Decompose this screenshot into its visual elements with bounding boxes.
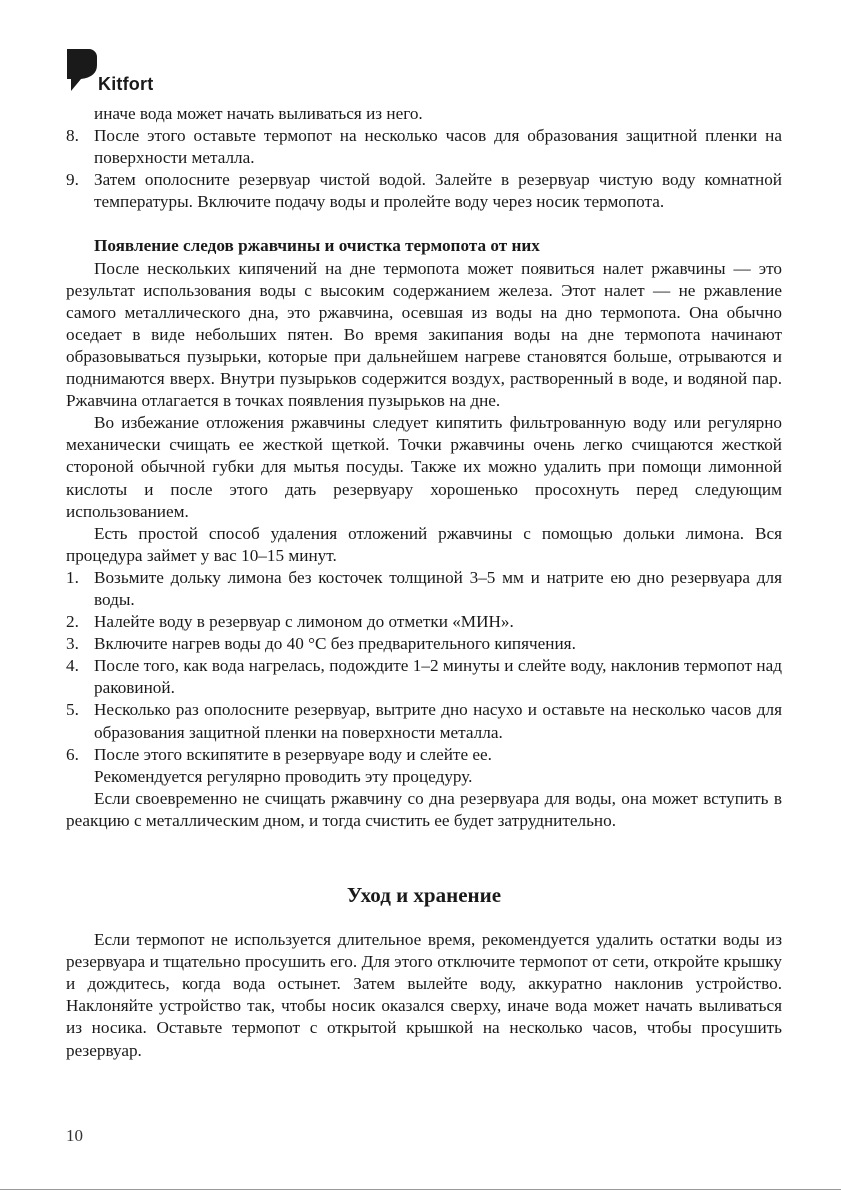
list-text: После этого оставьте термопот на несколько часов для образования защитной пленки на поверхности металла. bbox=[94, 126, 782, 168]
list-item bbox=[66, 633, 782, 655]
page-bottom-divider bbox=[0, 1189, 841, 1190]
paragraph: Во избежание отложения ржавчины следует кипятить фильтрованную воду или регулярно механически счищать ее жесткой щеткой. Точки ржавчины очень легко счищаются жесткой стороной обычной губки для мытья посуды. Также их можно удалить при помощи лимонной кислоты и после этого дать резервуару хорошенько просохнуть перед следующим использованием. bbox=[66, 413, 782, 521]
list-text: Включите нагрев воды до 40 °С без предварительного кипячения. bbox=[94, 634, 576, 654]
list-item bbox=[66, 611, 782, 633]
list-text: Несколько раз ополосните резервуар, вытрите дно насухо и оставьте на несколько часов для образования защитной пленки на поверхности металла. bbox=[94, 700, 782, 742]
list-item bbox=[66, 699, 782, 743]
kitfort-logo-icon bbox=[67, 49, 97, 91]
list-number: 5. bbox=[66, 700, 79, 720]
list-item bbox=[66, 744, 782, 766]
list-number: 6. bbox=[66, 744, 79, 764]
list-text: Налейте воду в резервуар с лимоном до отметки «МИН». bbox=[94, 612, 514, 632]
list-text: После того, как вода нагрелась, подождите 1–2 минуты и слейте воду, наклонив термопот над раковиной. bbox=[94, 656, 782, 698]
list-number: 1. bbox=[66, 567, 79, 587]
list-text: Возьмите дольку лимона без косточек толщиной 3–5 мм и натрите ею дно резервуара для воды. bbox=[94, 567, 782, 609]
list-item bbox=[66, 655, 782, 699]
paragraph: Если своевременно не счищать ржавчину со дна резервуара для воды, она может вступить в реакцию с металлическим дном, и тогда счистить ее будет затруднительно. bbox=[66, 788, 782, 830]
list-number: 9. bbox=[66, 170, 79, 190]
list-number: 3. bbox=[66, 634, 79, 654]
paragraph: Рекомендуется регулярно проводить эту процедуру. bbox=[94, 766, 473, 786]
list-item bbox=[66, 125, 782, 169]
paragraph: Если термопот не используется длительное время, рекомендуется удалить остатки воды из резервуара и тщательно просушить его. Для этого отключите термопот от сети, откройте крышку и дождитесь, когда вода остынет. Затем вылейте воду, аккуратно наклонив устройство. Наклоняйте устройство так, чтобы носик оказался сверху, иначе вода может начать выливаться из носика. Оставьте термопот с открытой крышкой на несколько часов, чтобы просушить резервуар. bbox=[66, 930, 782, 1060]
brand-name: Kitfort bbox=[98, 74, 154, 94]
list-item bbox=[66, 169, 782, 213]
continued-paragraph: иначе вода может начать выливаться из него. bbox=[94, 104, 423, 123]
paragraph: Есть простой способ удаления отложений ржавчины с помощью дольки лимона. Вся процедура займет у вас 10–15 минут. bbox=[66, 523, 782, 565]
paragraph: После нескольких кипячений на дне термопота может появиться налет ржавчины — это результат использования воды с высоким содержанием железа. Этот налет — не ржавление самого металлического дна, это ржавчина, осевшая из воды на дно термопота. Она обычно оседает в виде небольших пятен. Во время закипания воды на дне термопота начинают образовываться пузырьки, которые при дальнейшем нагреве становятся больше, отрываются и поднимаются вверх. Внутри пузырьков содержится воздух, растворенный в воде, и водяной пар. Ржавчина отлагается в точках появления пузырьков на дне. bbox=[66, 258, 782, 411]
page-content bbox=[66, 103, 782, 1062]
list-text: Затем ополосните резервуар чистой водой. Залейте в резервуар чистую воду комнатной температуры. Включите подачу воды и пролейте воду через носик термопота. bbox=[94, 170, 782, 212]
list-number: 2. bbox=[66, 612, 79, 632]
list-text: После этого вскипятите в резервуаре воду и слейте ее. bbox=[94, 744, 492, 764]
section-heading: Уход и хранение bbox=[346, 883, 502, 907]
page-number: 10 bbox=[66, 1126, 83, 1145]
list-number: 8. bbox=[66, 126, 79, 146]
list-item bbox=[66, 567, 782, 611]
section-subheading: Появление следов ржавчины и очистка термопота от них bbox=[94, 236, 540, 256]
list-number: 4. bbox=[66, 656, 79, 676]
